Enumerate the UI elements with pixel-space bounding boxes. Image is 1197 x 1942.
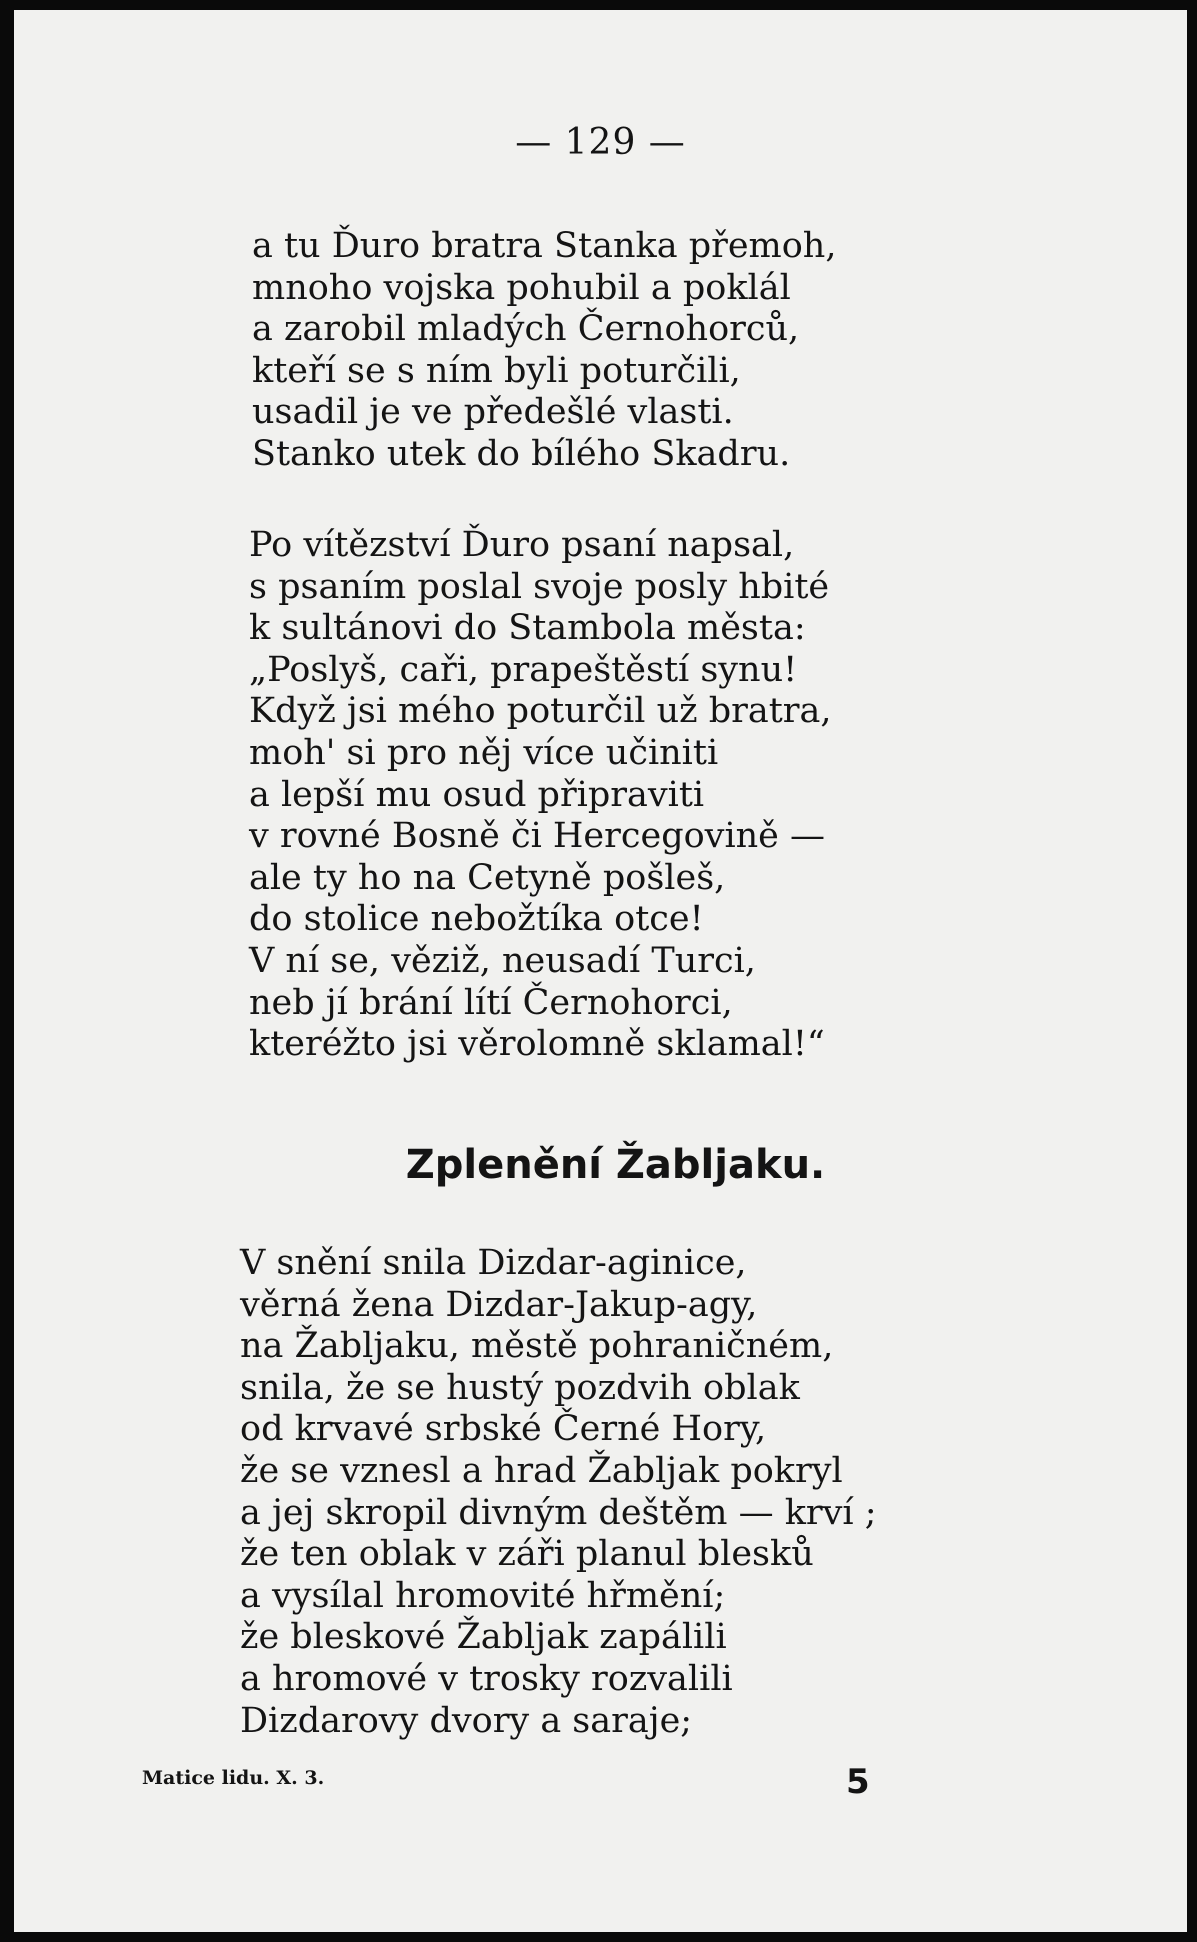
verse-line: do stolice nebožtíka otce! [249,899,704,940]
stanza-2 [249,525,832,1066]
verse-line: snila, že se hustý pozdvih oblak [240,1367,800,1408]
verse-line: kteří se s ním byli poturčili, [252,350,741,391]
verse-line: mnoho vojska pohubil a poklál [252,267,791,308]
verse-line: a zarobil mladých Černohorců, [252,309,800,350]
verse-line: moh' si pro něj více učiniti [249,732,719,773]
verse-line: a tu Ďuro bratra Stanka přemoh, [252,226,837,266]
verse-line: usadil je ve předešlé vlasti. [252,392,734,433]
verse-line: V ní se, věziž, neusadí Turci, [249,940,756,981]
verse-line: že bleskové Žabljak zapálili [240,1617,727,1658]
verse-line: Když jsi mého poturčil už bratra, [249,691,832,732]
verse-line: že ten oblak v záři planul blesků [240,1534,814,1575]
verse-line: s psaním poslal svoje posly hbité [249,566,830,607]
verse-line: a jej skropil divným deštěm — krví ; [240,1492,877,1533]
verse-line: věrná žena Dizdar-Jakup-agy, [240,1284,758,1325]
stanza-3 [240,1243,877,1742]
verse-line: k sultánovi do Stambola města: [249,608,806,649]
page-number: — 129 — [515,122,686,163]
section-heading: Zplenění Žabljaku. [405,1142,826,1188]
verse-line: neb jí brání lítí Černohorci, [249,982,733,1023]
verse-line: od krvavé srbské Černé Hory, [240,1409,767,1450]
printer-signature: Matice lidu. X. 3. [142,1767,325,1789]
verse-line: kteréžto jsi věrolomně sklamal!“ [249,1024,825,1065]
verse-line: Stanko utek do bílého Skadru. [252,433,791,474]
verse-line: a vysílal hromovité hřmění; [240,1575,726,1616]
book-page [14,10,1187,1932]
verse-line: ale ty ho na Cetyně pošleš, [249,857,726,898]
sheet-number: 5 [846,1762,870,1802]
verse-line: v rovné Bosně či Hercegovině — [249,816,826,857]
verse-line: a lepší mu osud připraviti [249,774,705,815]
verse-line: že se vznesl a hrad Žabljak pokryl [240,1450,843,1491]
verse-line: V snění snila Dizdar-aginice, [240,1243,747,1283]
verse-line: a hromové v trosky rozvalili [240,1658,733,1699]
verse-line: Dizdarovy dvory a saraje; [240,1700,693,1741]
verse-line: Po vítězství Ďuro psaní napsal, [249,525,795,565]
verse-line: na Žabljaku, městě pohraničném, [240,1326,834,1367]
verse-line: „Poslyš, caři, prapeštěstí synu! [249,649,798,690]
stanza-1 [252,226,836,476]
